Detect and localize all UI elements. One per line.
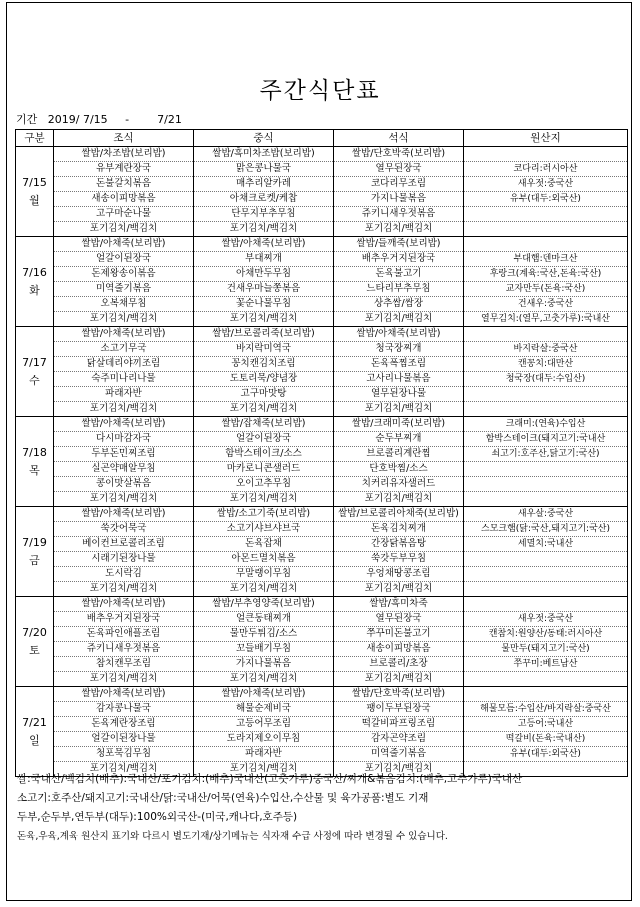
origin-cell [464, 237, 628, 252]
lunch-cell: 쌀밥/아채죽(보리밥) [194, 687, 334, 702]
breakfast-cell: 쌀밥/차조밥(보리밥) [54, 147, 194, 162]
table-row [16, 627, 628, 642]
table-header-row [16, 130, 628, 147]
lunch-cell: 부대찌개 [194, 252, 334, 267]
breakfast-cell: 오복채무침 [54, 297, 194, 312]
breakfast-cell: 포기김치/백김치 [54, 762, 194, 777]
dinner-cell: 우엉채땅콩조림 [334, 567, 464, 582]
lunch-cell: 맑은콩나물국 [194, 162, 334, 177]
dinner-cell: 청국장찌개 [334, 342, 464, 357]
lunch-cell: 매추리알카레 [194, 177, 334, 192]
lunch-cell: 해물순제비국 [194, 702, 334, 717]
lunch-cell: 바지락미역국 [194, 342, 334, 357]
breakfast-cell: 파래자반 [54, 387, 194, 402]
table-row [16, 177, 628, 192]
breakfast-cell: 소고기무국 [54, 342, 194, 357]
period-end: 7/21 [157, 113, 182, 126]
breakfast-cell: 쥬키니새우젓볶음 [54, 642, 194, 657]
note-line: 소고기:호주산/돼지고기:국내산/닭:국내산/어묵(연육)수입산,수산물 및 육가공품:별도 기재 [17, 792, 429, 804]
dinner-cell: 열무된장국 [334, 612, 464, 627]
day-cell [16, 237, 54, 327]
lunch-cell: 쌀밥/흑미차조밥(보리밥) [194, 147, 334, 162]
lunch-cell: 꽃순나물무침 [194, 297, 334, 312]
breakfast-cell: 포기김치/백김치 [54, 312, 194, 327]
footer-notes [17, 770, 627, 846]
dinner-cell: 포기김치/백김치 [334, 762, 464, 777]
table-row [16, 657, 628, 672]
header-dinner: 석식 [334, 130, 464, 147]
table-row [16, 717, 628, 732]
origin-cell [464, 207, 628, 222]
dinner-cell: 포기김치/백김치 [334, 672, 464, 687]
breakfast-cell: 쌀밥/아채죽(보리밥) [54, 507, 194, 522]
lunch-cell: 쌀밥/소고기죽(보리밥) [194, 507, 334, 522]
lunch-cell: 쌀밥/브로콜리죽(보리밥) [194, 327, 334, 342]
origin-cell [464, 567, 628, 582]
breakfast-cell: 쑥갓어묵국 [54, 522, 194, 537]
lunch-cell: 물만두튀김/소스 [194, 627, 334, 642]
breakfast-cell: 포기김치/백김치 [54, 582, 194, 597]
header-category: 구분 [16, 130, 54, 147]
lunch-cell: 꼬들배기무침 [194, 642, 334, 657]
note-line: 쌀:국내산/백김치(배추):국내산/포기김치:(배추)국내산(고춧가루)중국산/찌개&볶음김치:(배추,고추가루)국내산 [17, 773, 523, 785]
table-row [16, 282, 628, 297]
table-row [16, 162, 628, 177]
dinner-cell: 열무된장나물 [334, 387, 464, 402]
day-date: 7/15 [22, 175, 47, 189]
day-date: 7/21 [22, 715, 47, 729]
weekly-menu-table [15, 129, 628, 777]
origin-cell [464, 597, 628, 612]
origin-cell: 유부(대두:외국산) [464, 747, 628, 762]
day-weekday: 토 [29, 643, 40, 657]
table-row [16, 672, 628, 687]
lunch-cell: 함박스테이크/소스 [194, 447, 334, 462]
table-row [16, 237, 628, 252]
breakfast-cell: 새송이피망볶음 [54, 192, 194, 207]
lunch-cell: 건새우마늘쫑볶음 [194, 282, 334, 297]
table-row [16, 507, 628, 522]
breakfast-cell: 도시락김 [54, 567, 194, 582]
day-weekday: 수 [29, 373, 40, 387]
table-row [16, 477, 628, 492]
dinner-cell: 떡갈비파프링조림 [334, 717, 464, 732]
table-row [16, 747, 628, 762]
lunch-cell: 마카로니콘샐러드 [194, 462, 334, 477]
breakfast-cell: 베이컨브로콜리조림 [54, 537, 194, 552]
origin-cell [464, 552, 628, 567]
table-row [16, 687, 628, 702]
lunch-cell: 오이고추무침 [194, 477, 334, 492]
breakfast-cell: 쌀밥/아채죽(보리밥) [54, 687, 194, 702]
day-date: 7/20 [22, 625, 47, 639]
dinner-cell: 가지나물볶음 [334, 192, 464, 207]
dinner-cell: 돈육김치찌개 [334, 522, 464, 537]
header-breakfast: 조식 [54, 130, 194, 147]
table-row [16, 492, 628, 507]
origin-cell: 새우젓:중국산 [464, 612, 628, 627]
breakfast-cell: 포기김치/백김치 [54, 672, 194, 687]
dinner-cell: 고사리나물볶음 [334, 372, 464, 387]
day-weekday: 일 [29, 733, 40, 747]
dinner-cell: 쭈꾸미돈불고기 [334, 627, 464, 642]
day-date: 7/19 [22, 535, 47, 549]
lunch-cell: 소고기샤브샤브국 [194, 522, 334, 537]
table-row [16, 297, 628, 312]
dinner-cell: 쌀밥/들깨죽(보리밥) [334, 237, 464, 252]
origin-cell: 스모크햄(닭:국산,돼지고기:국산) [464, 522, 628, 537]
day-date: 7/16 [22, 265, 47, 279]
origin-cell: 유부(대두:외국산) [464, 192, 628, 207]
table-row [16, 357, 628, 372]
dinner-cell: 포기김치/백김치 [334, 222, 464, 237]
dinner-cell: 쌀밥/단호박죽(보리밥) [334, 687, 464, 702]
origin-cell [464, 462, 628, 477]
day-cell [16, 507, 54, 597]
origin-cell: 떡갈비(돈육:국내산) [464, 732, 628, 747]
lunch-cell: 쌀밥/잡채죽(보리밥) [194, 417, 334, 432]
day-weekday: 월 [29, 193, 40, 207]
day-weekday: 화 [29, 283, 40, 297]
breakfast-cell: 돈불갈치볶음 [54, 177, 194, 192]
breakfast-cell: 돈육파인애플조림 [54, 627, 194, 642]
table-row [16, 417, 628, 432]
table-row [16, 462, 628, 477]
table-row [16, 207, 628, 222]
lunch-cell: 가지나물볶음 [194, 657, 334, 672]
dinner-cell: 순두부찌개 [334, 432, 464, 447]
origin-cell: 청국장(대두:수입산) [464, 372, 628, 387]
origin-cell: 크래미:(연육)수입산 [464, 417, 628, 432]
dinner-cell: 돈육폭찜조림 [334, 357, 464, 372]
dinner-cell: 팽이두부된장국 [334, 702, 464, 717]
origin-cell: 부대햄:덴마크산 [464, 252, 628, 267]
breakfast-cell: 쌀밥/아채죽(보리밥) [54, 417, 194, 432]
table-row [16, 537, 628, 552]
dinner-cell: 배추우거지된장국 [334, 252, 464, 267]
day-date: 7/17 [22, 355, 47, 369]
origin-cell: 쇠고기:호주산,닭고기:국산) [464, 447, 628, 462]
origin-cell: 새우젓:중국산 [464, 177, 628, 192]
dinner-cell: 포기김치/백김치 [334, 312, 464, 327]
table-row [16, 387, 628, 402]
table-row [16, 267, 628, 282]
origin-cell: 함박스테이크(돼지고기:국내산 [464, 432, 628, 447]
dinner-cell: 단호박찜/소스 [334, 462, 464, 477]
day-cell [16, 147, 54, 237]
breakfast-cell: 실곤약매알무침 [54, 462, 194, 477]
breakfast-cell: 포기김치/백김치 [54, 222, 194, 237]
origin-cell: 건새우:중국산 [464, 297, 628, 312]
table-row [16, 432, 628, 447]
dinner-cell: 쌀밥/흑미차죽 [334, 597, 464, 612]
period-start: 2019/ 7/15 [47, 113, 108, 126]
lunch-cell: 얼갈이된장국 [194, 432, 334, 447]
lunch-cell: 쌀밥/부추영양죽(보리밥) [194, 597, 334, 612]
dinner-cell: 포기김치/백김치 [334, 402, 464, 417]
menu-body [16, 147, 628, 777]
table-row [16, 402, 628, 417]
day-cell [16, 597, 54, 687]
origin-cell [464, 672, 628, 687]
day-cell [16, 327, 54, 417]
dinner-cell: 코다리무조림 [334, 177, 464, 192]
table-row [16, 252, 628, 267]
breakfast-cell: 돈육계란장조림 [54, 717, 194, 732]
lunch-cell: 얼큰동태찌개 [194, 612, 334, 627]
dinner-cell: 감자곤약조림 [334, 732, 464, 747]
period-line [16, 111, 182, 127]
dinner-cell: 브로콜리/초장 [334, 657, 464, 672]
dinner-cell: 브로콜리계란찜 [334, 447, 464, 462]
breakfast-cell: 유부계란장국 [54, 162, 194, 177]
origin-cell: 고등어:국내산 [464, 717, 628, 732]
table-row [16, 342, 628, 357]
breakfast-cell: 청포묵김무침 [54, 747, 194, 762]
dinner-cell: 쥬키니새우젓볶음 [334, 207, 464, 222]
day-weekday: 금 [29, 553, 40, 567]
lunch-cell: 꽁치캔김치조림 [194, 357, 334, 372]
table-row [16, 447, 628, 462]
lunch-cell: 무말랭이무침 [194, 567, 334, 582]
table-row [16, 582, 628, 597]
origin-cell [464, 582, 628, 597]
breakfast-cell: 쌀밥/아채죽(보리밥) [54, 597, 194, 612]
lunch-cell: 포기김치/백김치 [194, 672, 334, 687]
lunch-cell: 고구마맛탕 [194, 387, 334, 402]
note-line: 돈육,우육,계육 원산지 표기와 다르시 별도기재/상기메뉴는 식자재 수급 사정에 따라 변경될 수 있습니다. [17, 831, 448, 842]
origin-cell: 새우살:중국산 [464, 507, 628, 522]
origin-cell: 세멸치:국내산 [464, 537, 628, 552]
lunch-cell: 포기김치/백김치 [194, 222, 334, 237]
dinner-cell: 열무된장국 [334, 162, 464, 177]
breakfast-cell: 시래기된장나물 [54, 552, 194, 567]
header-lunch: 중식 [194, 130, 334, 147]
dinner-cell: 쌀밥/크래미죽(보리밥) [334, 417, 464, 432]
lunch-cell: 포기김치/백김치 [194, 582, 334, 597]
origin-cell [464, 387, 628, 402]
dinner-cell: 쌀밥/아채죽(보리밥) [334, 327, 464, 342]
table-row [16, 702, 628, 717]
origin-cell [464, 492, 628, 507]
origin-cell: 쭈꾸미:베트남산 [464, 657, 628, 672]
origin-cell [464, 687, 628, 702]
origin-cell: 캔꽁치:대만산 [464, 357, 628, 372]
period-label: 기간 [16, 113, 38, 126]
period-dash: - [125, 113, 130, 126]
breakfast-cell: 다시마감자국 [54, 432, 194, 447]
lunch-cell: 포기김치/백김치 [194, 762, 334, 777]
origin-cell [464, 477, 628, 492]
day-cell [16, 417, 54, 507]
origin-cell [464, 222, 628, 237]
table-row [16, 192, 628, 207]
breakfast-cell: 고구마순나물 [54, 207, 194, 222]
day-date: 7/18 [22, 445, 47, 459]
table-row [16, 642, 628, 657]
lunch-cell: 포기김치/백김치 [194, 402, 334, 417]
dinner-cell: 쌀밥/브로콜리아채죽(보리밥) [334, 507, 464, 522]
origin-cell [464, 147, 628, 162]
breakfast-cell: 감자콩나물국 [54, 702, 194, 717]
breakfast-cell: 쌀밥/아채죽(보리밥) [54, 327, 194, 342]
origin-cell: 바지락살:중국산 [464, 342, 628, 357]
breakfast-cell: 미역줄기볶음 [54, 282, 194, 297]
breakfast-cell: 포기김치/백김치 [54, 492, 194, 507]
table-row [16, 222, 628, 237]
origin-cell [464, 327, 628, 342]
breakfast-cell: 배추우거지된장국 [54, 612, 194, 627]
origin-cell: 코다리:러시아산 [464, 162, 628, 177]
dinner-cell: 미역줄기볶음 [334, 747, 464, 762]
lunch-cell: 포기김치/백김치 [194, 492, 334, 507]
breakfast-cell: 얼갈이된장국 [54, 252, 194, 267]
origin-cell [464, 402, 628, 417]
breakfast-cell: 두부돈민찌조림 [54, 447, 194, 462]
origin-cell: 후랑크(계육:국산,돈육:국산) [464, 267, 628, 282]
origin-cell: 캔참치:원양산/동태:러시아산 [464, 627, 628, 642]
dinner-cell: 포기김치/백김치 [334, 582, 464, 597]
header-origin: 원산지 [464, 130, 628, 147]
lunch-cell: 돈육잡채 [194, 537, 334, 552]
breakfast-cell: 숙주미나리나물 [54, 372, 194, 387]
dinner-cell: 쌀밥/단호박죽(보리밥) [334, 147, 464, 162]
origin-cell: 해물모듬:수입산/바지락살:중국산 [464, 702, 628, 717]
table-row [16, 327, 628, 342]
lunch-cell: 아채만두무침 [194, 267, 334, 282]
dinner-cell: 느타리부추무침 [334, 282, 464, 297]
lunch-cell: 아몬드멸치볶음 [194, 552, 334, 567]
dinner-cell: 돈육불고기 [334, 267, 464, 282]
dinner-cell: 새송이피망볶음 [334, 642, 464, 657]
day-weekday: 목 [29, 463, 40, 477]
dinner-cell: 치커리유자샐러드 [334, 477, 464, 492]
breakfast-cell: 닭살데리야끼조림 [54, 357, 194, 372]
lunch-cell: 단무지부추무침 [194, 207, 334, 222]
table-row [16, 552, 628, 567]
table-row [16, 147, 628, 162]
breakfast-cell: 콩이맛살볶음 [54, 477, 194, 492]
lunch-cell: 파래자반 [194, 747, 334, 762]
lunch-cell: 쌀밥/아채죽(보리밥) [194, 237, 334, 252]
origin-cell: 물만두(돼지고기:국산) [464, 642, 628, 657]
table-row [16, 567, 628, 582]
day-cell [16, 687, 54, 777]
dinner-cell: 간장닭볶음탕 [334, 537, 464, 552]
table-row [16, 732, 628, 747]
origin-cell: 교자만두(돈육:국산) [464, 282, 628, 297]
breakfast-cell: 돈제왕송이볶음 [54, 267, 194, 282]
table-row [16, 522, 628, 537]
lunch-cell: 도라지제오이무침 [194, 732, 334, 747]
breakfast-cell: 포기김치/백김치 [54, 402, 194, 417]
lunch-cell: 도토리묵/양념장 [194, 372, 334, 387]
dinner-cell: 쑥갓두부무침 [334, 552, 464, 567]
breakfast-cell: 쌀밥/아채죽(보리밥) [54, 237, 194, 252]
table-row [16, 312, 628, 327]
breakfast-cell: 참치캔무조림 [54, 657, 194, 672]
table-row [16, 372, 628, 387]
page-title: 주간식단표 [259, 78, 381, 104]
breakfast-cell: 얼갈이된장나물 [54, 732, 194, 747]
table-row [16, 597, 628, 612]
note-line: 두부,순두부,연두부(대두):100%외국산-(미국,캐나다,호주등) [17, 811, 298, 823]
lunch-cell: 고등어무조림 [194, 717, 334, 732]
lunch-cell: 아채크로켓/케찹 [194, 192, 334, 207]
lunch-cell: 포기김치/백김치 [194, 312, 334, 327]
origin-cell: 열무김치:(열무,고춧가루):국내산 [464, 312, 628, 327]
dinner-cell: 상추쌈/쌈장 [334, 297, 464, 312]
table-row [16, 612, 628, 627]
dinner-cell: 포기김치/백김치 [334, 492, 464, 507]
